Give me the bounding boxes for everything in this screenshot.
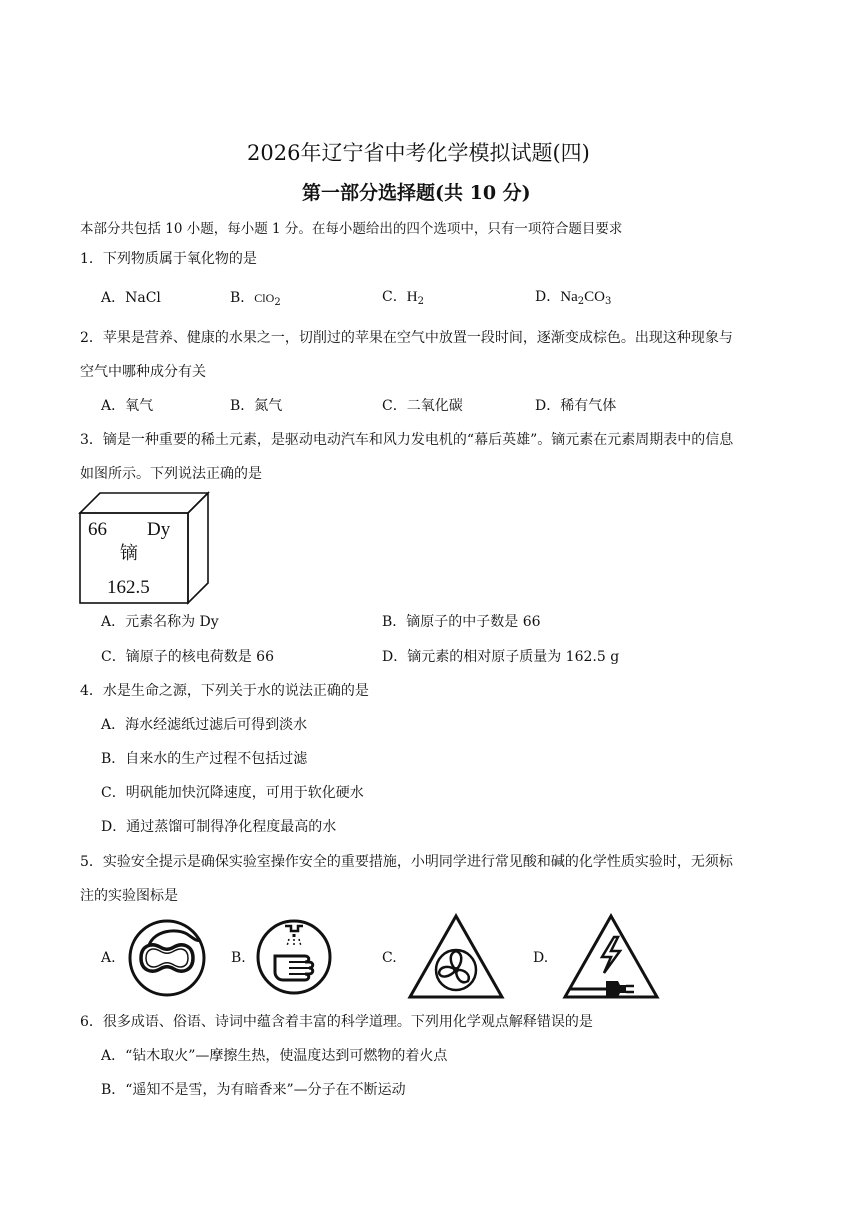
- question-4-stem: 4．水是生命之源，下列关于水的说法正确的是: [80, 683, 369, 699]
- q1-option-b-label: B．: [230, 290, 255, 306]
- element-name: 镝: [120, 543, 138, 564]
- electricity-hazard-icon: [562, 913, 660, 1001]
- q4-option-a: A．海水经滤纸过滤后可得到淡水: [101, 717, 308, 733]
- q3-option-c: C．镝原子的核电荷数是 66: [101, 649, 274, 665]
- q2-option-c: C．二氧化碳: [382, 398, 463, 414]
- element-atomic-mass: 162.5: [107, 577, 150, 598]
- part-title: 第一部分选择题(共 10 分): [302, 182, 531, 204]
- q2-option-d: D．稀有气体: [535, 398, 617, 414]
- q4-option-c: C．明矾能加快沉降速度，可用于软化硬水: [101, 785, 364, 801]
- q5-option-c: C.: [382, 950, 397, 966]
- question-6-stem: 6．很多成语、俗语、诗词中蕴含着丰富的科学道理。下列用化学观点解释错误的是: [80, 1014, 593, 1030]
- q1-option-b-sub: 2: [274, 297, 281, 308]
- hand-wash-icon: [255, 918, 333, 996]
- q1-option-d-formula-1: Na: [560, 289, 578, 305]
- question-3-stem-line1: 3．镝是一种重要的稀土元素，是驱动电动汽车和风力发电机的“幕后英雄”。镝元素在元素周期表中的信息: [80, 432, 734, 448]
- q5-option-a: A.: [101, 950, 116, 966]
- q5-option-b: B.: [231, 950, 246, 966]
- q3-option-a: A．元素名称为 Dy: [101, 614, 219, 630]
- q1-option-c: [382, 290, 424, 305]
- q2-option-a: A．氧气: [101, 398, 154, 414]
- instructions: 本部分共包括 10 小题，每小题 1 分。在每小题给出的四个选项中，只有一项符合题目要求: [80, 221, 623, 237]
- question-2-stem-line2: 空气中哪种成分有关: [80, 364, 206, 380]
- q1-option-d-sub-2: 3: [604, 296, 612, 307]
- q1-option-a: A．NaCl: [101, 290, 161, 306]
- q2-option-b: B．氮气: [230, 398, 283, 414]
- q1-option-c-sub: 2: [417, 296, 424, 307]
- question-3-stem-line2: 如图所示。下列说法正确的是: [80, 466, 262, 482]
- q4-option-d: D．通过蒸馏可制得净化程度最高的水: [101, 819, 337, 835]
- q1-option-d-formula-2: CO: [584, 289, 605, 305]
- q1-option-d-label: D．: [535, 289, 561, 305]
- q1-option-d-sub-1: 2: [577, 296, 585, 307]
- q3-option-b: B．镝原子的中子数是 66: [382, 614, 541, 630]
- goggles-icon: [127, 918, 207, 998]
- q1-option-c-label: C．: [382, 289, 407, 305]
- q6-option-a: A．“钻木取火”—摩擦生热，使温度达到可燃物的着火点: [101, 1048, 448, 1064]
- q1-option-b-formula: ClO: [254, 291, 275, 305]
- question-2-stem-line1: 2．苹果是营养、健康的水果之一，切削过的苹果在空气中放置一段时间，逐渐变成棕色。出现这种现象与: [80, 330, 733, 346]
- q3-option-d: D．镝元素的相对原子质量为 162.5 g: [382, 649, 620, 665]
- q5-option-d: D.: [533, 950, 549, 966]
- q1-option-b: [230, 290, 281, 308]
- element-symbol: Dy: [147, 519, 171, 540]
- page-title: 2026年辽宁省中考化学模拟试题(四): [247, 141, 590, 165]
- element-atomic-number: 66: [88, 519, 107, 540]
- q6-option-b: B．“遥知不是雪，为有暗香来”—分子在不断运动: [101, 1082, 406, 1098]
- q4-option-b: B．自来水的生产过程不包括过滤: [101, 751, 308, 767]
- q1-option-d: [535, 290, 611, 305]
- ventilation-fan-icon: [407, 913, 505, 1001]
- question-5-stem-line1: 5．实验安全提示是确保实验室操作安全的重要措施，小明同学进行常见酸和碱的化学性质实验时，无须标: [80, 854, 733, 870]
- question-5-stem-line2: 注的实验图标是: [80, 888, 178, 904]
- q1-option-c-formula: H: [406, 289, 418, 305]
- question-1-stem: 1．下列物质属于氧化物的是: [80, 251, 257, 267]
